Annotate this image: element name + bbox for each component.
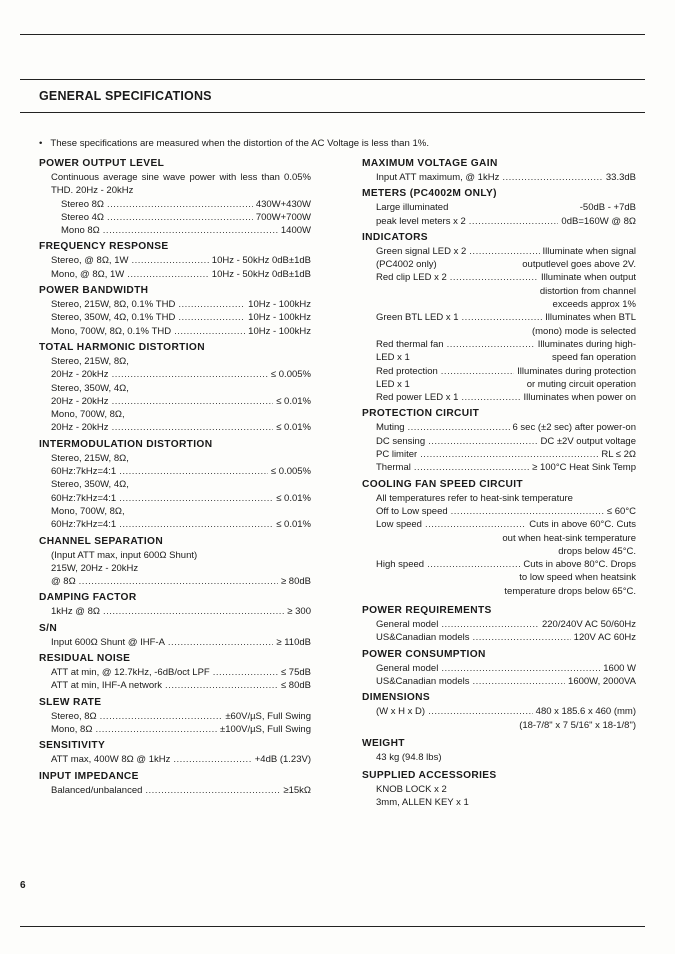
spec-row: Large illuminated -50dB - +7dB (376, 202, 636, 214)
section-heading: COOLING FAN SPEED CIRCUIT (362, 478, 524, 490)
spec-row: Off to Low speed ..... ≤ 60°C (376, 505, 636, 518)
spec-text: Stereo, 350W, 4Ω, (51, 479, 129, 491)
slew-rate-section (39, 696, 311, 737)
max-voltage-gain-section (362, 157, 636, 184)
channel-separation-section (39, 535, 311, 589)
spec-row: 20Hz - 20kHz ..... ≤ 0.005% (51, 368, 311, 381)
spec-row: (PC4002 only) outputlevel goes above 2V. (376, 259, 636, 271)
spec-row: Mono, @ 8Ω, 1W ..... 10Hz - 50kHz 0dB±1dB (51, 268, 311, 281)
spec-text: 215W, 20Hz - 20kHz (51, 562, 139, 574)
power-output-section (39, 157, 311, 237)
frequency-response-section (39, 240, 311, 281)
imd-section (39, 438, 311, 532)
spec-row: US&Canadian models ..... 120V AC 60Hz (376, 631, 636, 644)
dimensions-section (362, 691, 636, 732)
section-heading: SENSITIVITY (39, 740, 106, 752)
spec-row: LED x 1 or muting circuit operation (376, 378, 636, 390)
title-top-rule (20, 79, 645, 80)
spec-row: ATT max, 400W 8Ω @ 1kHz ..... +4dB (1.23V) (51, 753, 311, 766)
spec-row: Stereo, 215W, 8Ω, 0.1% THD ..... 10Hz - 100kHz (51, 298, 311, 311)
spec-row: ATT at min, IHF-A network ..... ≤ 80dB (51, 679, 311, 692)
spec-text: 3mm, ALLEN KEY x 1 (376, 797, 469, 809)
top-rule (20, 34, 645, 35)
section-heading: INPUT IMPEDANCE (39, 770, 139, 782)
bottom-rule (20, 926, 645, 927)
weight-section (362, 737, 636, 764)
spec-continuation: distortion from channel (539, 285, 636, 297)
spec-text: KNOB LOCK x 2 (376, 784, 447, 796)
meters-section (362, 187, 636, 228)
spec-text: (Input ATT max, input 600Ω Shunt) (51, 549, 198, 561)
spec-text: Mono, 700W, 8Ω, (51, 505, 125, 517)
note-text: These specifications are measured when the distortion of the AC Voltage is less than 1%. (50, 138, 429, 149)
spec-continuation: (18-7/8" x 7 5/16" x 18-1/8") (519, 719, 636, 731)
thd-section (39, 341, 311, 435)
spec-row: Stereo 8Ω ..... 430W+430W (61, 198, 311, 211)
spec-row: Mono, 8Ω ..... ±100V/µS, Full Swing (51, 723, 311, 736)
spec-row: Mono, 700W, 8Ω, 0.1% THD ..... 10Hz - 100kHz (51, 325, 311, 338)
section-title: GENERAL SPECIFICATIONS (39, 89, 212, 103)
spec-row: Muting ..... 6 sec (±2 sec) after power-on (376, 421, 636, 434)
spec-row: peak level meters x 2 ..... 0dB=160W @ 8Ω (376, 215, 636, 228)
spec-text: All temperatures refer to heat-sink temperature (376, 492, 573, 504)
right-column (362, 157, 636, 810)
title-bottom-rule (20, 112, 645, 113)
section-heading: MAXIMUM VOLTAGE GAIN (362, 158, 498, 169)
sensitivity-section (39, 739, 311, 766)
spec-row: US&Canadian models ..... 1600W, 2000VA (376, 675, 636, 688)
spec-continuation: (mono) mode is selected (531, 325, 636, 337)
section-heading: POWER CONSUMPTION (362, 648, 486, 660)
spec-text: Stereo, 350W, 4Ω, (51, 382, 129, 394)
spec-continuation: exceeds approx 1% (552, 299, 636, 311)
spec-continuation: drops below 45°C. (558, 545, 636, 557)
residual-noise-section (39, 652, 311, 693)
spec-row: 60Hz:7kHz=4:1 ..... ≤ 0.01% (51, 518, 311, 531)
spec-row: 60Hz:7kHz=4:1 ..... ≤ 0.01% (51, 492, 311, 505)
spec-row: 1kHz @ 8Ω ..... ≥ 300 (51, 605, 311, 618)
spec-row: @ 8Ω ..... ≥ 80dB (51, 575, 311, 588)
spec-row: Green signal LED x 2 ..... Illuminate when signal (376, 245, 636, 258)
damping-factor-section (39, 591, 311, 618)
section-heading: S/N (39, 622, 58, 634)
power-consumption-section (362, 648, 636, 689)
spec-row: Input 600Ω Shunt @ IHF-A ..... ≥ 110dB (51, 636, 311, 649)
section-heading: CHANNEL SEPARATION (39, 535, 164, 547)
spec-row: Input ATT maximum, @ 1kHz ..... 33.3dB (376, 171, 636, 184)
spec-row: 20Hz - 20kHz ..... ≤ 0.01% (51, 395, 311, 408)
protection-circuit-section (362, 407, 636, 474)
spec-row: Thermal ..... ≥ 100°C Heat Sink Temp (376, 461, 636, 474)
spec-text: Stereo, 215W, 8Ω, (51, 355, 129, 367)
spec-row: Red protection ..... Illuminates during protection (376, 365, 636, 378)
spec-row: 20Hz - 20kHz ..... ≤ 0.01% (51, 421, 311, 434)
spec-row: Stereo 4Ω ..... 700W+700W (61, 211, 311, 224)
spec-row: Stereo, 350W, 4Ω, 0.1% THD ..... 10Hz - 100kHz (51, 311, 311, 324)
spec-continuation: temperature drops below 65°C. (504, 585, 636, 597)
left-column (39, 157, 311, 797)
section-heading: PROTECTION CIRCUIT (362, 408, 480, 420)
section-heading: SLEW RATE (39, 696, 102, 708)
accessories-section (362, 769, 636, 810)
spec-row: ATT at min, @ 12.7kHz, -6dB/oct LPF ..... ≤ 75dB (51, 666, 311, 679)
section-heading: FREQUENCY RESPONSE (39, 241, 169, 253)
spec-row: Red clip LED x 2 ..... Illuminate when output (376, 271, 636, 284)
indicators-section (362, 231, 636, 405)
page-number: 6 (20, 880, 26, 891)
spec-row: Mono 8Ω ..... 1400W (61, 224, 311, 237)
spec-row: High speed ..... Cuts in above 80°C. Drops (376, 558, 636, 571)
spec-row: Low speed ..... Cuts in above 60°C. Cuts (376, 518, 636, 531)
section-heading: INDICATORS (362, 231, 428, 243)
spec-row: Red thermal fan ..... Illuminates during high- (376, 338, 636, 351)
spec-text: Mono, 700W, 8Ω, (51, 409, 125, 421)
section-heading: DIMENSIONS (362, 692, 431, 704)
section-heading: METERS (PC4002M ONLY) (362, 188, 497, 200)
section-heading: DAMPING FACTOR (39, 592, 137, 604)
power-requirements-section (362, 604, 636, 645)
spec-row: DC sensing ..... DC ±2V output voltage (376, 435, 636, 448)
spec-text: Stereo, 215W, 8Ω, (51, 452, 129, 464)
sn-section (39, 622, 311, 649)
spec-row: LED x 1 speed fan operation (376, 352, 636, 364)
spec-text: 43 kg (94.8 lbs) (376, 751, 442, 763)
spec-row: Red power LED x 1 ..... Illuminates when power on (376, 391, 636, 404)
section-heading: POWER BANDWIDTH (39, 285, 149, 297)
spec-row: Green BTL LED x 1 ..... Illuminates when BTL (376, 311, 636, 324)
note-bullet: • (39, 138, 43, 149)
spec-row: Stereo, 8Ω ..... ±60V/µS, Full Swing (51, 710, 311, 723)
section-heading: POWER OUTPUT LEVEL (39, 158, 165, 169)
spec-row: General model ..... 220/240V AC 50/60Hz (376, 618, 636, 631)
section-heading: POWER REQUIREMENTS (362, 605, 492, 617)
spec-continuation: out when heat-sink temperature (502, 532, 636, 544)
section-heading: INTERMODULATION DISTORTION (39, 438, 213, 450)
section-heading: SUPPLIED ACCESSORIES (362, 770, 497, 782)
input-impedance-section (39, 770, 311, 797)
power-bandwidth-section (39, 284, 311, 338)
specification-note (39, 138, 429, 149)
spec-row: 60Hz:7kHz=4:1 ..... ≤ 0.005% (51, 465, 311, 478)
section-heading: TOTAL HARMONIC DISTORTION (39, 341, 205, 353)
spec-row: General model ..... 1600 W (376, 662, 636, 675)
section-heading: WEIGHT (362, 737, 405, 749)
spec-row: Balanced/unbalanced ..... ≥15kΩ (51, 784, 311, 797)
spec-row: (W x H x D) ..... 480 x 185.6 x 460 (mm) (376, 705, 636, 718)
cooling-fan-section (362, 478, 636, 598)
spec-row: PC limiter ..... RL ≤ 2Ω (376, 448, 636, 461)
section-heading: RESIDUAL NOISE (39, 653, 131, 665)
spec-row: Stereo, @ 8Ω, 1W ..... 10Hz - 50kHz 0dB±1dB (51, 254, 311, 267)
spec-continuation: to low speed when heatsink (519, 572, 636, 584)
spec-text: Continuous average sine wave power with less than 0.05% THD. 20Hz - 20kHz (51, 172, 311, 197)
